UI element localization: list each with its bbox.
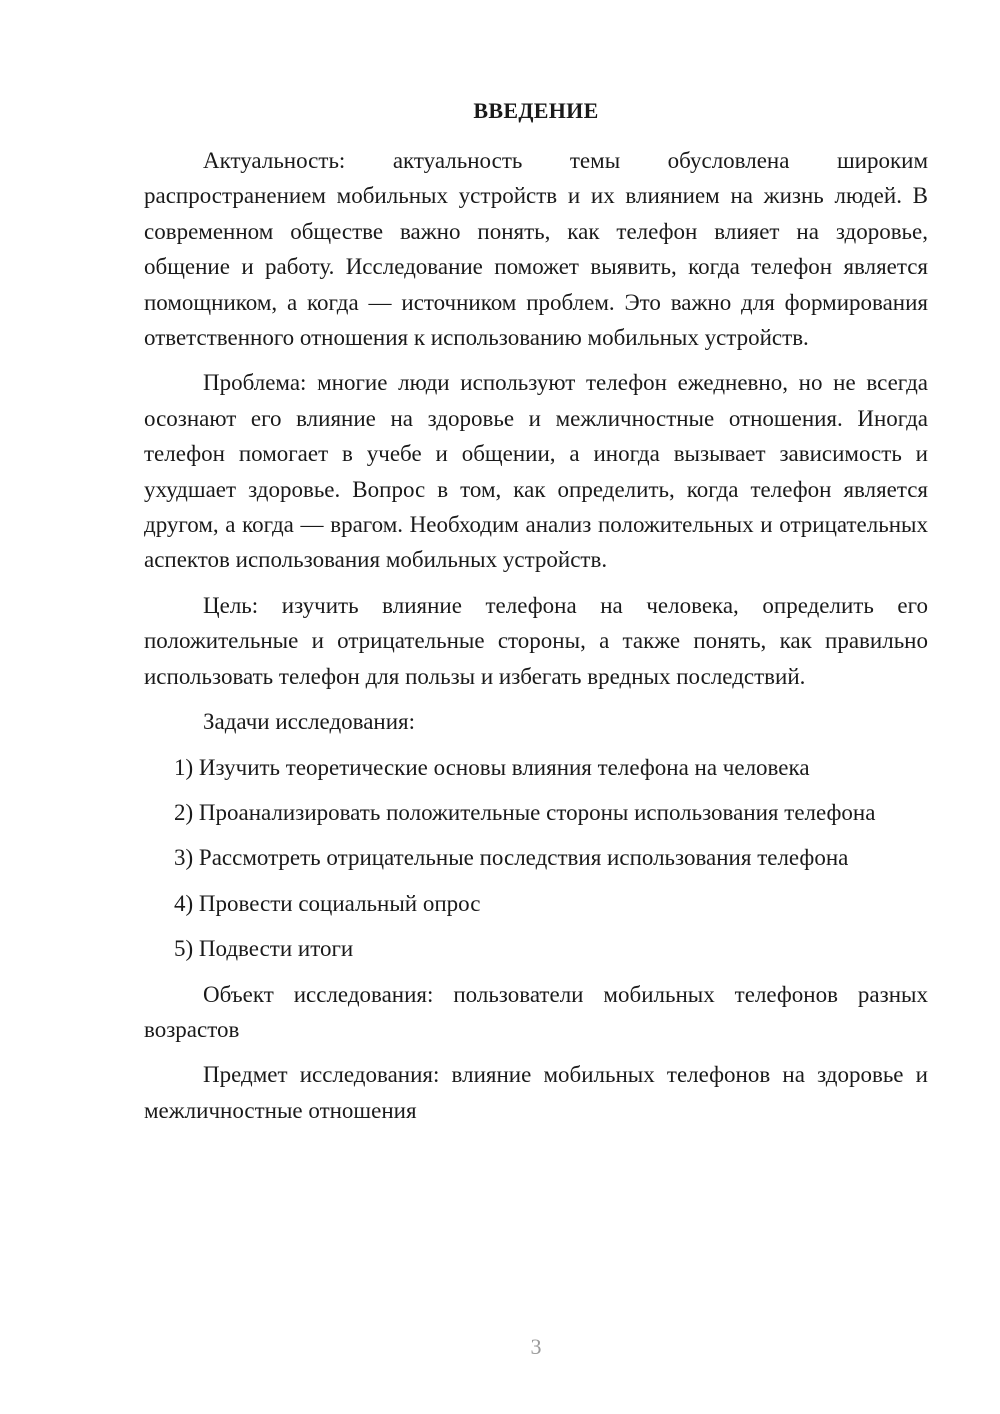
tasks-title: Задачи исследования: (203, 709, 416, 735)
goal-paragraph: Цель: изучить влияние телефона на человека, определить его положительные и отрицательные стороны, а также понять, как правильно использовать телефон для пользы и избегать вредных последствий. (144, 592, 928, 689)
page-content (144, 96, 928, 1138)
task-item-1: 1) Изучить теоретические основы влияния телефона на человека (174, 754, 810, 780)
relevance-paragraph: Актуальность: актуальность темы обусловлена широким распространением мобильных устройств и их влиянием на жизнь людей. В современном обществе важно понять, как телефон влияет на здоровье, общение и работу. Исследование поможет выявить, когда телефон является помощником, а когда — источником проблем. Это важно для формирования ответственного отношения к использованию мобильных устройств. (144, 148, 928, 351)
subject-paragraph: Предмет исследования: влияние мобильных телефонов на здоровье и межличностные отношения (144, 1062, 928, 1123)
problem-paragraph: Проблема: многие люди используют телефон ежедневно, но не всегда осознают его влияние на здоровье и межличностные отношения. Иногда телефон помогает в учебе и общении, а иногда вызывает зависимость и ухудшает здоровье. Вопрос в том, как определить, когда телефон является другом, а когда — врагом. Необходим анализ положительных и отрицательных аспектов использования мобильных устройств. (144, 370, 928, 573)
section-heading: ВВЕДЕНИЕ (473, 98, 599, 123)
task-item-4: 4) Провести социальный опрос (174, 890, 481, 916)
task-item-5: 5) Подвести итоги (174, 936, 354, 962)
task-item-3: 3) Рассмотреть отрицательные последствия использования телефона (174, 845, 849, 871)
page-number: 3 (530, 1334, 542, 1359)
task-item-2: 2) Проанализировать положительные стороны использования телефона (174, 799, 876, 825)
object-paragraph: Объект исследования: пользователи мобильных телефонов разных возрастов (144, 981, 928, 1042)
